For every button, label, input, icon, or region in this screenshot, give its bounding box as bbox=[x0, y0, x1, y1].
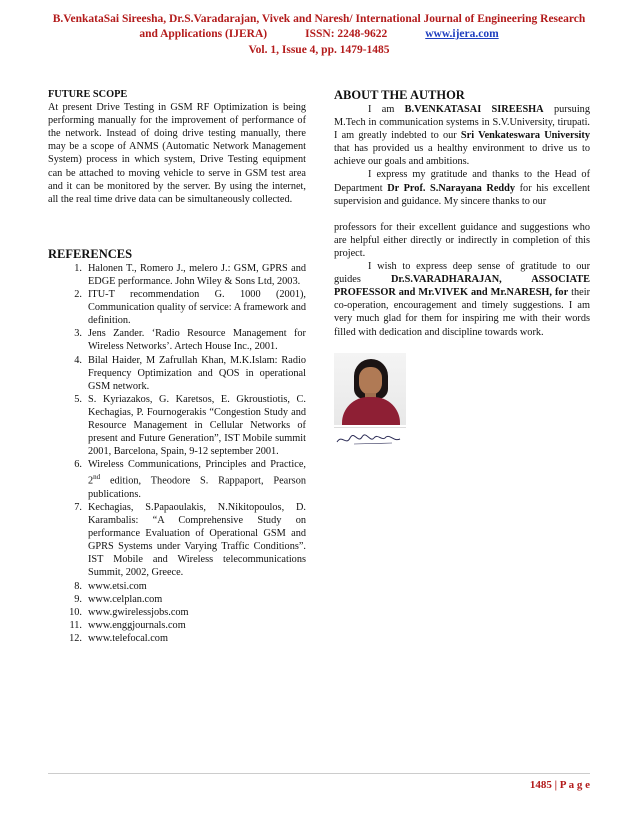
reference-link[interactable]: www.etsi.com bbox=[88, 580, 147, 592]
reference-link[interactable]: www.enggjournals.com bbox=[88, 619, 186, 631]
reference-item: 1. Halonen T., Romero J., melero J.: GSM, GPRS and EDGE performance. John Wiley & Sons Ltd, 2003. bbox=[74, 262, 306, 287]
author-paragraph-4: I wish to express deep sense of gratitude to our guides Dr.S.VARADHARAJAN, ASSOCIATE PROFESSOR and Mr.VIVEK and Mr.NARESH, for their co-operation, encouragement and timely suggestions. I am very much glad for them for inspiring me with their words filled with dedication and discipline towards work. bbox=[334, 261, 590, 338]
header-authors-journal: B.VenkataSai Sireesha, Dr.S.Varadarajan, Vivek and Naresh/ International Journal of Engineering Research bbox=[52, 13, 586, 25]
reference-item: 2. ITU-T recommendation G. 1000 (2001), Communication quality of service: A framework and definition. bbox=[74, 289, 306, 327]
journal-url-link[interactable]: www.ijera.com bbox=[425, 28, 499, 40]
future-scope-heading: FUTURE SCOPE bbox=[48, 89, 128, 100]
references-heading: REFERENCES bbox=[48, 246, 133, 261]
header-volume: Vol. 1, Issue 4, pp. 1479-1485 bbox=[248, 44, 390, 56]
reference-item: 7. Kechagias, S.Papaoulakis, N.Nikitopoulos, D. Karambalis: “A Comprehensive Study on performance Evaluation of Operational GSM and GPRS Systems under Varying Traffic Conditions”. IST Mobile and Wireless telecommunications Summit, 2002, Greece. bbox=[74, 501, 306, 579]
left-column bbox=[48, 88, 306, 645]
right-column bbox=[334, 88, 590, 454]
reference-link[interactable]: www.gwirelessjobs.com bbox=[88, 606, 189, 618]
future-scope-text: At present Drive Testing in GSM RF Optimization is being performing manually for the improvement of performance of the network. Instead of doing drive testing manually, there may be a scope of ANMS (Automatic Network Management System) process in which system, Drive Testing equipment can be attached to moving vehicle to serve in GSM test area and it can be monitored by the server. By using the internet, all the real time drive data can be simultaneously collected. bbox=[48, 102, 306, 205]
header-journal-suffix: and Applications (IJERA) bbox=[139, 28, 268, 40]
header-issn: ISSN: 2248-9622 bbox=[305, 28, 388, 40]
author-photo bbox=[334, 353, 406, 425]
reference-item: 8. www.etsi.com bbox=[74, 580, 147, 592]
reference-item: 12. www.telefocal.com bbox=[69, 632, 168, 644]
reference-link[interactable]: www.telefocal.com bbox=[88, 632, 168, 644]
author-heading: ABOUT THE AUTHOR bbox=[334, 88, 465, 102]
reference-link[interactable]: www.celplan.com bbox=[88, 593, 163, 605]
reference-item: 10. www.gwirelessjobs.com bbox=[69, 606, 189, 618]
reference-item: 6. Wireless Communications, Principles and Practice, 2nd edition, Theodore S. Rappaport, Pearson publications. bbox=[74, 459, 306, 500]
journal-header bbox=[0, 12, 638, 58]
references-list bbox=[48, 262, 306, 645]
reference-item: 11. www.enggjournals.com bbox=[69, 619, 186, 631]
header-line2 bbox=[0, 27, 638, 42]
reference-item: 4. Bilal Haider, M Zafrullah Khan, M.K.Islam: Radio Frequency Optimization and QOS in operational GSM network. bbox=[74, 354, 306, 392]
reference-item: 3. Jens Zander. ‘Radio Resource Management for Wireless Networks’. Artech House Inc., 2001. bbox=[74, 328, 306, 353]
page-number: 1485 | P a g e bbox=[529, 779, 590, 791]
author-paragraph-3: professors for their excellent guidance and suggestions who are helpful either directly or indirectly in completion of this project. bbox=[334, 221, 590, 259]
reference-item: 9. www.celplan.com bbox=[74, 593, 163, 605]
footer-divider bbox=[48, 773, 590, 774]
author-paragraph-2: I express my gratitude and thanks to the Head of Department Dr Prof. S.Narayana Reddy for his excellent supervision and guidance. My sincere thanks to our bbox=[334, 169, 590, 207]
author-paragraph-1: I am B.VENKATASAI SIREESHA pursuing M.Tech in communication systems in S.V.University, tirupati. I am greatly indebted to our Sri Venkateswara University that has provided us a healthy environment to drive us to achieve our goals and ambitions. bbox=[334, 104, 590, 168]
author-signature bbox=[334, 427, 406, 450]
reference-item: 5. S. Kyriazakos, G. Karetsos, E. Gkroustiotis, C. Kechagias, P. Fournogerakis “Congestion Study and Resource Management in Cellular Networks of present and Future Generation”, IST Mobile summit 2001, Barcelona, Spain, 9-12 september 2001. bbox=[74, 393, 306, 458]
